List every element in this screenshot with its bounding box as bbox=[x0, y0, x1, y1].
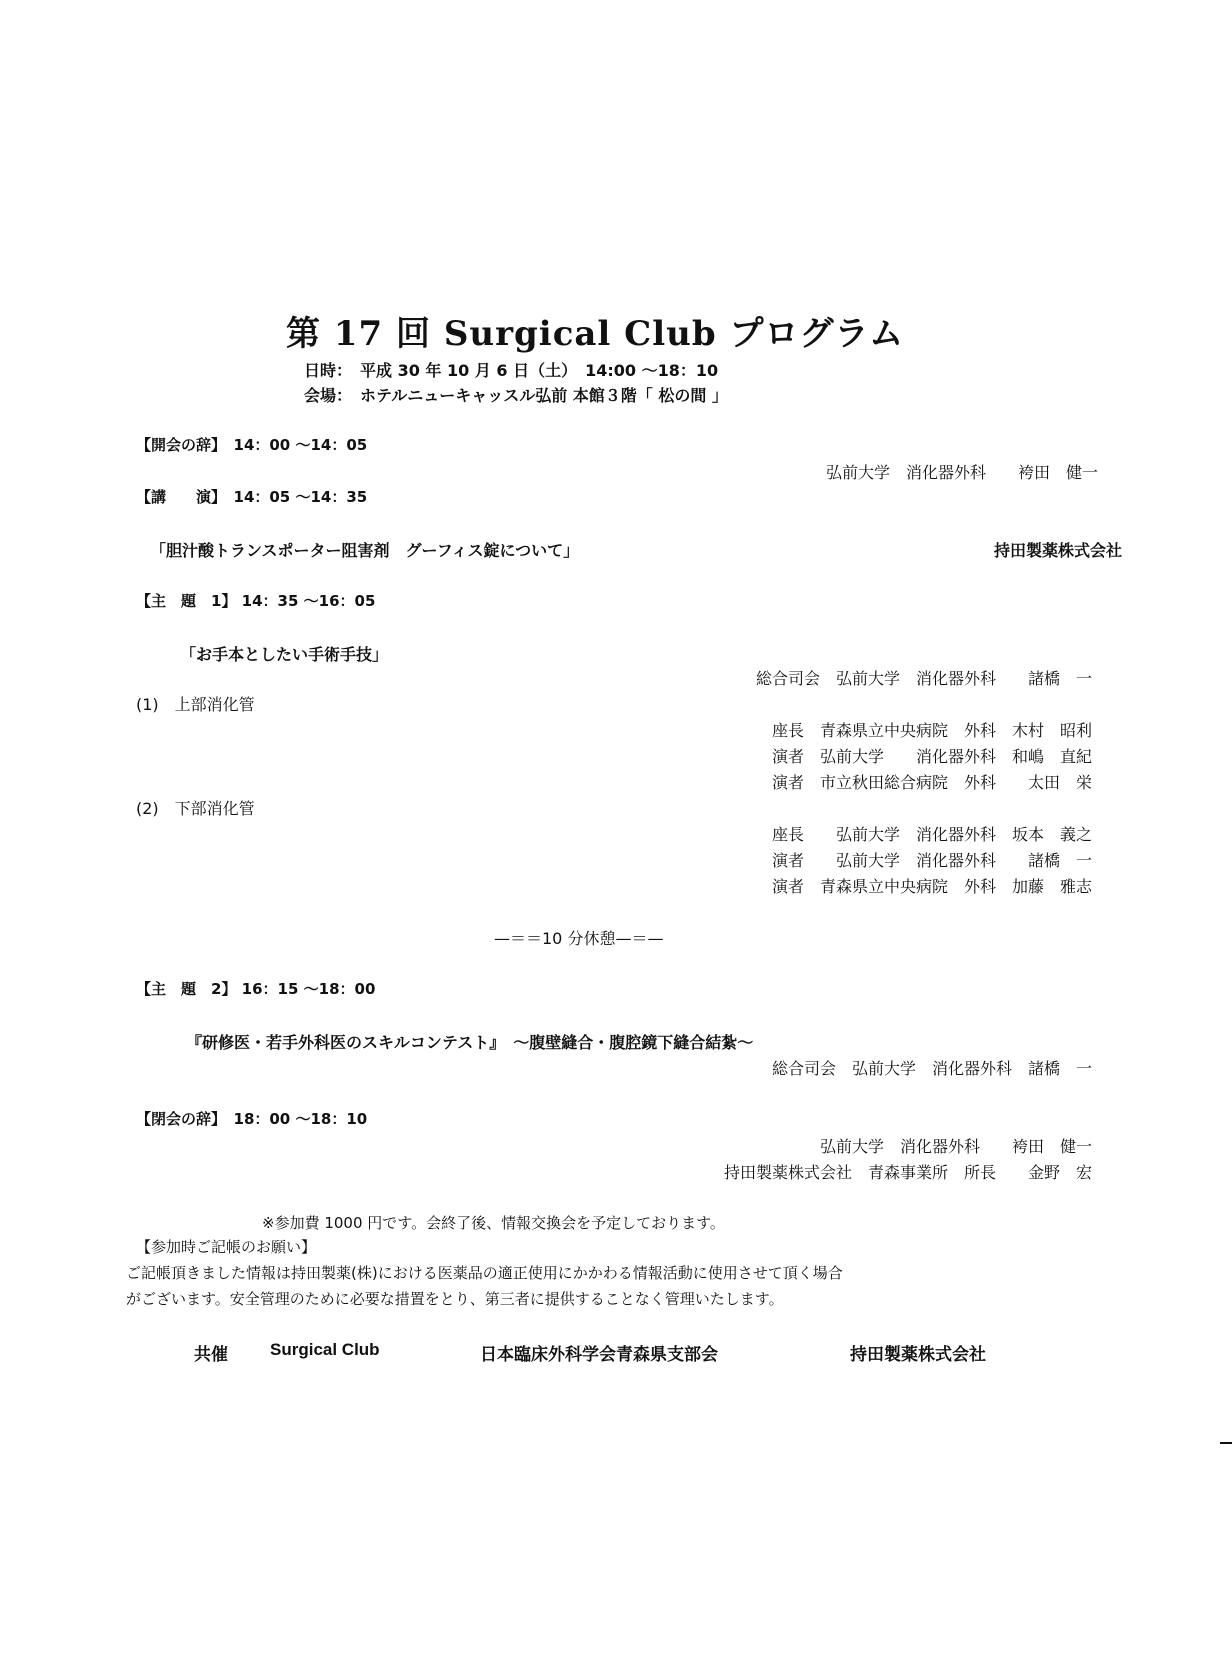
theme1-part1-person: 座長 青森県立中央病院 外科 木村 昭利 bbox=[771, 721, 1092, 740]
page-title: 第 17 回 Surgical Club プログラム bbox=[286, 314, 905, 354]
lecture-label: 【講 演】 14：05 〜14：35 bbox=[136, 488, 368, 506]
theme1-part1-person: 演者 市立秋田総合病院 外科 太田 栄 bbox=[771, 773, 1092, 792]
cohost-org: 持田製薬株式会社 bbox=[850, 1345, 986, 1365]
opening-person: 弘前大学 消化器外科 袴田 健一 bbox=[825, 463, 1098, 482]
edge-mark bbox=[1220, 1442, 1232, 1444]
theme2-moderator: 総合司会 弘前大学 消化器外科 諸橋 一 bbox=[771, 1059, 1092, 1078]
fee-note: ※参加費 1000 円です。会終了後、情報交換会を予定しております。 bbox=[262, 1214, 725, 1232]
opening-label: 【開会の辞】 14：00 〜14：05 bbox=[136, 436, 368, 454]
closing-person: 弘前大学 消化器外科 袴田 健一 bbox=[819, 1137, 1092, 1156]
theme1-part1-person: 演者 弘前大学 消化器外科 和嶋 直紀 bbox=[771, 747, 1092, 766]
request-heading: 【参加時ご記帳のお願い】 bbox=[136, 1238, 317, 1256]
lecture-topic: 「胆汁酸トランスポーター阻害剤 グーフィス錠について」 bbox=[150, 541, 580, 560]
cohost-club: Surgical Club bbox=[270, 1340, 380, 1359]
theme2-label: 【主 題 2】 16：15 〜18：00 bbox=[136, 980, 376, 998]
break-line: —＝＝10 分休憩—＝— bbox=[494, 929, 664, 948]
lecture-company: 持田製薬株式会社 bbox=[993, 541, 1122, 560]
closing-person: 持田製薬株式会社 青森事業所 所長 金野 宏 bbox=[723, 1163, 1092, 1182]
request-line: ご記帳頂きました情報は持田製薬(株)における医薬品の適正使用にかかわる情報活動に使用させて頂く場合 bbox=[126, 1264, 843, 1282]
theme1-part2-person: 演者 青森県立中央病院 外科 加藤 雅志 bbox=[771, 877, 1092, 896]
closing-label: 【閉会の辞】 18：00 〜18：10 bbox=[136, 1110, 368, 1128]
theme1-part2-person: 演者 弘前大学 消化器外科 諸橋 一 bbox=[771, 851, 1092, 870]
theme1-part2-label: (2) 下部消化管 bbox=[136, 799, 255, 818]
venue-line: 会場： ホテルニューキャッスル弘前 本館３階「 松の間 」 bbox=[304, 386, 728, 405]
cohost-prefix: 共催 bbox=[194, 1345, 228, 1365]
theme1-part1-label: (1) 上部消化管 bbox=[136, 695, 255, 714]
theme2-topic: 『研修医・若手外科医のスキルコンテスト』 〜腹壁縫合・腹腔鏡下縫合結紮〜 bbox=[186, 1033, 754, 1052]
date-line: 日時： 平成 30 年 10 月 6 日（土） 14:00 〜18：10 bbox=[304, 361, 719, 380]
theme1-moderator: 総合司会 弘前大学 消化器外科 諸橋 一 bbox=[755, 669, 1092, 688]
request-line: がございます。安全管理のために必要な措置をとり、第三者に提供することなく管理いたします。 bbox=[126, 1290, 784, 1308]
cohost-org: 日本臨床外科学会青森県支部会 bbox=[480, 1345, 718, 1365]
theme1-label: 【主 題 1】 14：35 〜16：05 bbox=[136, 592, 376, 610]
theme1-part2-person: 座長 弘前大学 消化器外科 坂本 義之 bbox=[771, 825, 1092, 844]
theme1-topic: 「お手本としたい手術手技」 bbox=[180, 645, 389, 664]
